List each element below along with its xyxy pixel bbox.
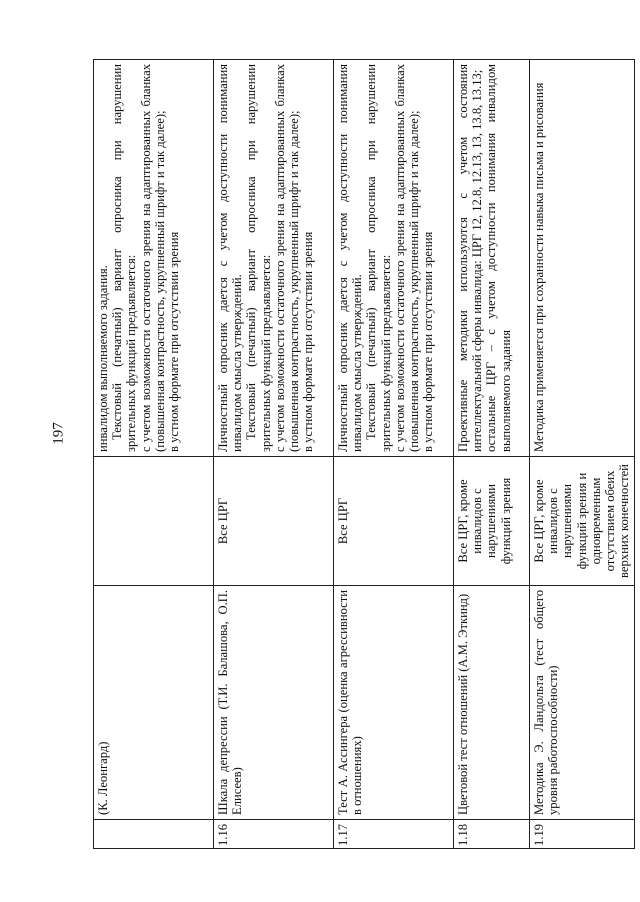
description-line: Методика применяется при сохранности навыка письма и рисования [532, 82, 546, 452]
table-row [214, 60, 334, 849]
target-group: Все ЦРГ, кроме инвалидов с нарушениями функций зрения [454, 457, 530, 586]
description-line: инвалидом выполняемого задания. [96, 265, 110, 452]
description-line: в устном формате при отсутствии зрения [421, 231, 436, 452]
description-line: Проективные методики используются с учетом состояния интеллектуальной сферы инвалида: ЦРГ 12, 12.8, 12.13, 13, 13.8, 13.13; [456, 64, 485, 452]
table-row [530, 60, 635, 849]
method-description [530, 60, 635, 457]
method-name: Тест А. Ассингера (оценка агрессивности в отношениях) [334, 586, 454, 820]
method-name: Шкала депрессии (Т.И. Балашова, О.П. Елисеев) [214, 586, 334, 820]
method-name: Методика Э. Ландольта (тест общего уровня работоспособности) [530, 586, 635, 820]
target-group: Все ЦРГ, кроме инвалидов с нарушениями функций зрения и одновременным отсутствием обеих верхних конечностей [530, 457, 635, 586]
table-row [334, 60, 454, 849]
method-description [94, 60, 214, 457]
table-row [454, 60, 530, 849]
method-description [214, 60, 334, 457]
row-number: 1.16 [214, 820, 334, 849]
description-line: Текстовый (печатный) вариант опросника при нарушении зрительных функций предъявляется: [110, 64, 139, 452]
description-line: с учетом возможности остаточного зрения на адаптированных бланках (повышенная контрастность, укрупненный шрифт и так далее); [392, 64, 422, 452]
rotated-table-container [93, 59, 632, 849]
description-line: Личностный опросник дается с учетом доступности понимания инвалидом смысла утверждений. [216, 64, 245, 452]
description-line: Личностный опросник дается с учетом доступности понимания инвалидом смысла утверждений. [336, 64, 365, 452]
row-number: 1.18 [454, 820, 530, 849]
target-group: Все ЦРГ [334, 457, 454, 586]
description-line: в устном формате при отсутствии зрения [301, 231, 316, 452]
method-name: Цветовой тест отношений (А.М. Эткинд) [454, 586, 530, 820]
row-number: 1.17 [334, 820, 454, 849]
row-number [94, 820, 214, 849]
table-row [94, 60, 214, 849]
description-line: Текстовый (печатный) вариант опросника при нарушении зрительных функций предъявляется: [364, 64, 393, 452]
row-number: 1.19 [530, 820, 635, 849]
description-line: остальные ЦРГ – с учетом доступности понимания инвалидом выполняемого задания [484, 64, 513, 452]
description-line: в устном формате при отсутствии зрения [167, 231, 182, 452]
methods-table [93, 59, 635, 849]
description-line: Текстовый (печатный) вариант опросника при нарушении зрительных функций предъявляется: [244, 64, 273, 452]
method-description [454, 60, 530, 457]
method-name: (К. Леонгард) [94, 586, 214, 820]
page-number: 197 [50, 422, 67, 445]
method-description [334, 60, 454, 457]
target-group: Все ЦРГ [214, 457, 334, 586]
target-group [94, 457, 214, 586]
description-line: с учетом возможности остаточного зрения на адаптированных бланках (повышенная контрастность, укрупненный шрифт и так далее); [138, 64, 167, 452]
description-line: с учетом возможности остаточного зрения на адаптированных бланках (повышенная контрастность, укрупненный шрифт и так далее); [272, 64, 302, 452]
